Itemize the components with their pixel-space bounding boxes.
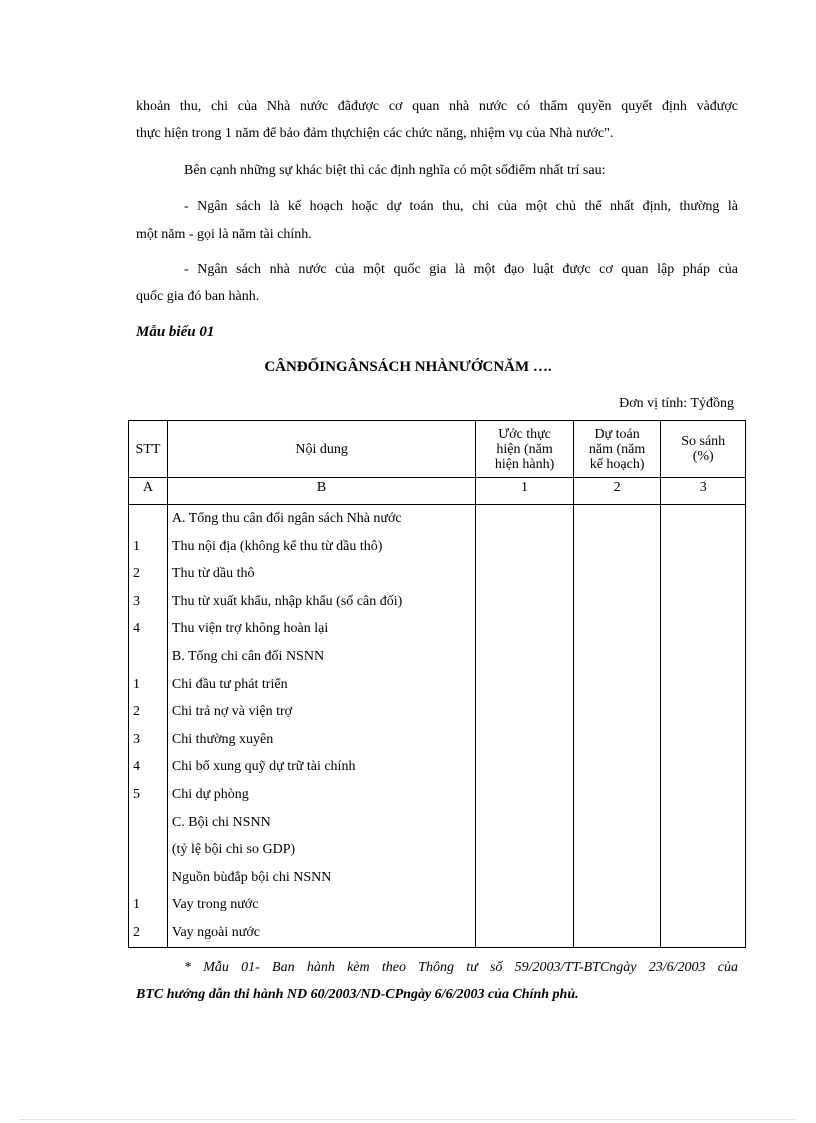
header-uoc-thuc-hien — [476, 421, 573, 478]
index-cell: 1 — [476, 478, 573, 505]
row-content: Nguồn bùđắp bội chi NSNN — [171, 869, 332, 885]
unit-label: Đơn vị tính: Tỷđồng — [619, 396, 734, 411]
page-border-divider — [20, 1119, 796, 1120]
row-content: Thu từ xuất khẩu, nhập khẩu (số cân đối) — [171, 593, 403, 609]
header-line: So sánh — [681, 434, 726, 449]
row-stt: 1 — [133, 538, 140, 554]
paragraph-line: - Ngân sách nhà nước của một quốc gia là một đạo luật được cơ quan lập pháp của — [184, 262, 738, 277]
header-line: hiện hành) — [494, 456, 555, 472]
table-index-row — [129, 478, 746, 505]
row-stt: 2 — [133, 704, 140, 720]
table-header-row — [129, 421, 746, 478]
paragraph-line: một năm - gọi là năm tài chính. — [136, 227, 312, 242]
table-title: CÂNĐỐINGÂNSÁCH NHÀNƯỚCNĂM …. — [264, 359, 552, 375]
row-stt — [129, 643, 167, 671]
header-noi-dung: Nội dung — [167, 421, 475, 478]
row-content: (tỷ lệ bội chi so GDP) — [171, 842, 296, 858]
row-stt: 3 — [133, 731, 140, 747]
row-stt: 1 — [133, 676, 140, 692]
header-line: năm (năm — [588, 441, 646, 457]
header-line: kế hoạch) — [589, 456, 645, 472]
so-sanh-column — [661, 505, 746, 948]
footnote-line — [136, 985, 579, 1005]
row-content: Thu viện trợ không hoàn lại — [171, 621, 329, 637]
du-toan-column — [573, 505, 661, 948]
row-stt: 1 — [133, 897, 140, 913]
row-stt — [129, 505, 167, 533]
row-stt: 4 — [133, 759, 140, 775]
row-content: Vay ngoài nước — [171, 924, 260, 940]
budget-table — [128, 420, 746, 948]
row-stt: 2 — [133, 924, 140, 940]
stt-column — [129, 505, 168, 948]
row-stt — [129, 809, 167, 837]
header-line: Dự toán — [594, 426, 640, 442]
paragraph-line: quốc gia đó ban hành. — [136, 289, 260, 304]
row-stt — [129, 836, 167, 864]
row-stt: 2 — [133, 566, 140, 582]
header-line: (%) — [692, 449, 714, 464]
row-content: Chi dự phòng — [171, 786, 249, 802]
row-content: Thu nội địa (không kể thu từ dầu thô) — [171, 538, 383, 554]
row-stt — [129, 864, 167, 892]
table-body-row — [129, 505, 746, 948]
row-content: B. Tổng chi cân đối NSNN — [171, 648, 325, 664]
index-cell: A — [129, 478, 168, 505]
row-stt: 5 — [133, 786, 140, 802]
index-cell: 3 — [661, 478, 746, 505]
row-stt: 3 — [133, 593, 140, 609]
footnote-line: * Mẫu 01- Ban hành kèm theo Thông tư số 59/2003/TT-BTCngày 23/6/2003 của — [184, 960, 738, 975]
uoc-thuc-hien-column — [476, 505, 573, 948]
row-stt: 4 — [133, 621, 140, 637]
row-content: Chi đầu tư phát triển — [171, 676, 288, 692]
row-content: A. Tổng thu cân đối ngân sách Nhà nước — [171, 511, 402, 526]
paragraph-line: khoản thu, chi của Nhà nước đãđược cơ quan nhà nước có thẩm quyền quyết định vàđược — [136, 99, 738, 114]
paragraph-line: - Ngân sách là kế hoạch hoặc dự toán thu, chi của một chủ thể nhất định, thường là — [184, 199, 738, 214]
row-content: Chi thường xuyên — [171, 731, 274, 747]
row-content: Vay trong nước — [171, 897, 259, 913]
row-content: C. Bội chi NSNN — [171, 814, 271, 830]
footnote-text: BTC hướng dẫn thi hành ND 60/2003/ND-CPngày 6/6/2003 của Chính phủ. — [136, 987, 579, 1002]
paragraph: Bên cạnh những sự khác biệt thì các định nghĩa có một sốđiểm nhất trí sau: — [184, 163, 606, 178]
content-column — [167, 505, 475, 948]
row-content: Thu từ dầu thô — [171, 566, 255, 582]
row-content: Chi trả nợ và viện trợ — [171, 704, 293, 720]
row-content: Chi bổ xung quỹ dự trữ tài chính — [171, 759, 356, 775]
header-du-toan — [573, 421, 661, 478]
index-cell: 2 — [573, 478, 661, 505]
index-cell: B — [167, 478, 475, 505]
header-stt: STT — [129, 421, 168, 478]
header-line: hiện (năm — [496, 441, 553, 457]
paragraph-line: thực hiện trong 1 năm để bảo đảm thựchiện các chức năng, nhiệm vụ của Nhà nước". — [136, 126, 614, 141]
header-line: Ước thực — [498, 426, 551, 442]
header-so-sanh — [661, 421, 746, 478]
form-label: Mẫu biểu 01 — [136, 324, 215, 340]
